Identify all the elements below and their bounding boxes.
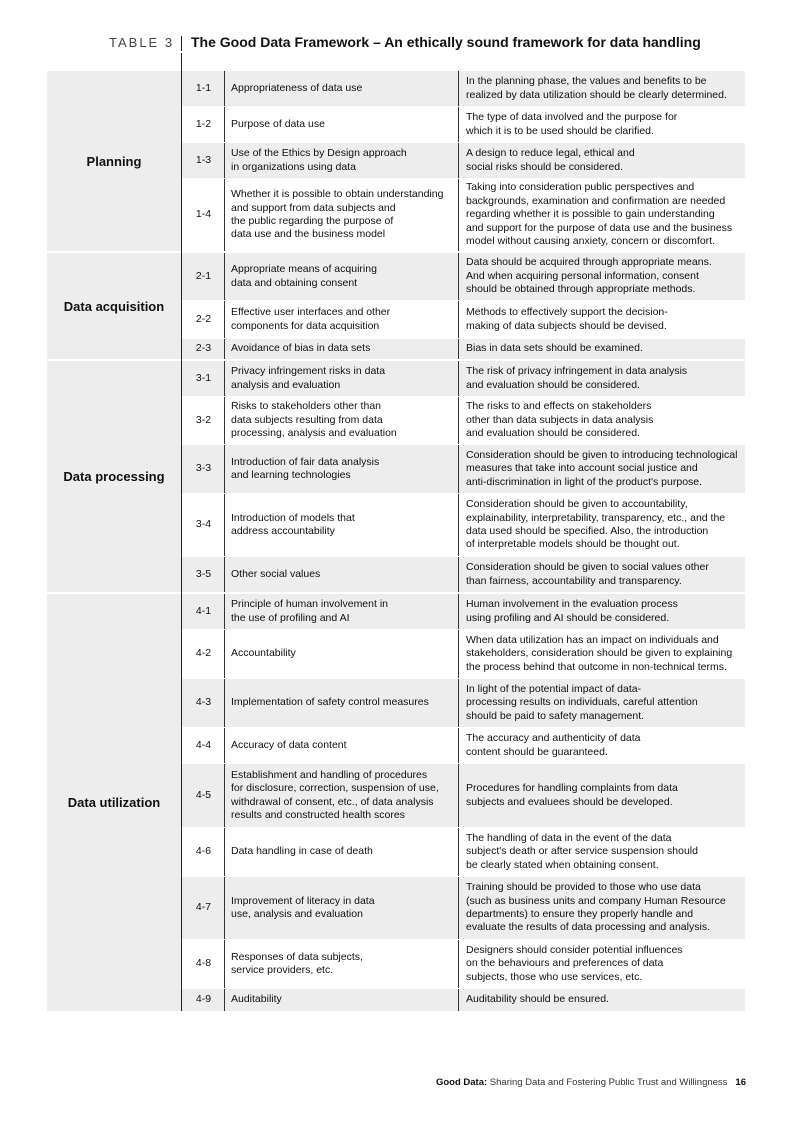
footer-subtitle: Sharing Data and Fostering Public Trust and Willingness: [487, 1077, 728, 1088]
table-header: [0, 33, 793, 53]
row-principle: Introduction of fair data analysis and learning technologies: [231, 455, 380, 481]
table-row: [182, 107, 745, 142]
row-description: Human involvement in the evaluation process using profiling and AI should be considered.: [466, 598, 678, 624]
group-data-acquisition: Data acquisition: [47, 253, 181, 359]
row-id: 4-1: [195, 604, 212, 617]
table-row: [182, 71, 745, 106]
row-description: Training should be provided to those who use data (such as business units and company Human Resource departments) to ensure they properly handle and evaluate the results of data processing and analysis.: [466, 881, 726, 934]
row-description: The type of data involved and the purpose for which it is to be used should be clarified.: [466, 111, 678, 137]
row-description: When data utilization has an impact on individuals and stakeholders, consideration should be given to explaining the process behind that outcome in non-technical terms.: [466, 633, 733, 673]
row-principle: Whether it is possible to obtain understanding and support from data subjects and the public regarding the purpose of data use and the business model: [231, 188, 444, 241]
row-id: 3-3: [195, 462, 212, 475]
row-principle: Other social values: [231, 567, 321, 580]
row-description: Consideration should be given to social values other than fairness, accountability and transparency.: [466, 561, 709, 587]
row-id: 3-2: [195, 413, 212, 426]
table-row: [182, 940, 745, 988]
row-id: 4-3: [195, 696, 212, 709]
table-row: [182, 557, 745, 592]
row-description: Consideration should be given to accountability, explainability, interpretability, transparency, etc., and the data used should be specified. Also, the introduction of interpretable models should be thought out.: [466, 498, 726, 551]
row-description: In the planning phase, the values and benefits to be realized by data utilization should be clearly determined.: [466, 75, 727, 101]
row-id: 2-3: [195, 342, 212, 355]
row-principle: Responses of data subjects, service providers, etc.: [231, 950, 363, 976]
group-data-processing: Data processing: [47, 361, 181, 592]
row-principle: Accountability: [231, 647, 296, 660]
table-row: [182, 445, 745, 493]
row-principle: Improvement of literacy in data use, analysis and evaluation: [231, 894, 375, 920]
page-number: 16: [735, 1077, 746, 1088]
table-label: TABLE 3: [109, 35, 175, 50]
table-row: [182, 253, 745, 300]
table-row: [182, 179, 745, 251]
row-principle: Appropriate means of acquiring data and obtaining consent: [231, 263, 377, 289]
table-row: [182, 361, 745, 396]
row-description: Data should be acquired through appropriate means. And when acquiring personal information, consent should be obtained through appropriate methods.: [466, 256, 712, 296]
row-principle: Appropriateness of data use: [231, 81, 363, 94]
table-row: [182, 630, 745, 678]
row-id: 4-5: [195, 788, 212, 801]
row-principle: Risks to stakeholders other than data subjects resulting from data processing, analysis and evaluation: [231, 400, 397, 440]
page-footer: [0, 1077, 746, 1088]
row-description: Designers should consider potential influences on the behaviours and preferences of data subjects, those who use services, etc.: [466, 943, 683, 983]
row-id: 4-7: [195, 901, 212, 914]
row-principle: Establishment and handling of procedures for disclosure, correction, suspension of use, withdrawal of consent, etc., of data analysis results and constructed health scores: [231, 768, 439, 821]
row-principle: Effective user interfaces and other components for data acquisition: [231, 306, 391, 332]
row-description: Procedures for handling complaints from data subjects and evaluees should be developed.: [466, 782, 678, 808]
table-row: [182, 397, 745, 444]
row-principle: Data handling in case of death: [231, 845, 373, 858]
row-principle: Accuracy of data content: [231, 738, 347, 751]
row-description: Methods to effectively support the decision- making of data subjects should be devised.: [466, 306, 668, 332]
row-id: 4-2: [195, 647, 212, 660]
row-id: 1-1: [195, 81, 212, 94]
table-row: [182, 143, 745, 178]
group-planning: Planning: [47, 71, 181, 251]
row-principle: Implementation of safety control measures: [231, 696, 429, 709]
table-row: [182, 989, 745, 1011]
row-id: 4-4: [195, 738, 212, 751]
table-row: [182, 301, 745, 338]
table-title: The Good Data Framework – An ethically sound framework for data handling: [191, 34, 701, 50]
table-row: [182, 877, 745, 939]
table-row: [182, 594, 745, 629]
row-principle: Use of the Ethics by Design approach in organizations using data: [231, 147, 407, 173]
row-id: 4-6: [195, 845, 212, 858]
row-id: 2-2: [195, 312, 212, 325]
row-principle: Purpose of data use: [231, 117, 325, 130]
row-description: The risks to and effects on stakeholders other than data subjects in data analysis and evaluation should be considered.: [466, 400, 654, 440]
row-id: 1-4: [195, 208, 212, 221]
row-id: 3-4: [195, 518, 212, 531]
row-description: The accuracy and authenticity of data content should be guaranteed.: [466, 732, 641, 758]
row-id: 4-9: [195, 993, 212, 1006]
table-row: [182, 828, 745, 876]
table-row: [182, 728, 745, 763]
row-principle: Auditability: [231, 993, 282, 1006]
row-description: Consideration should be given to introducing technological measures that take into account social justice and anti-discrimination in light of the product's purpose.: [466, 448, 738, 488]
row-id: 2-1: [195, 269, 212, 282]
row-principle: Introduction of models that address accountability: [231, 511, 355, 537]
group-data-utilization: Data utilization: [47, 594, 181, 1011]
row-principle: Avoidance of bias in data sets: [231, 342, 371, 355]
title-divider: [181, 36, 182, 51]
table-row: [182, 764, 745, 827]
row-id: 1-3: [195, 153, 212, 166]
row-id: 3-5: [195, 567, 212, 580]
footer-publication-title: Good Data:: [435, 1077, 488, 1088]
row-description: The handling of data in the event of the data subject's death or after service suspension should be clearly stated when obtaining consent.: [466, 831, 698, 871]
row-description: The risk of privacy infringement in data analysis and evaluation should be considered.: [466, 365, 688, 391]
row-description: A design to reduce legal, ethical and social risks should be considered.: [466, 147, 635, 173]
table-row: [182, 494, 745, 556]
row-id: 4-8: [195, 957, 212, 970]
row-description: Taking into consideration public perspectives and backgrounds, examination and confirmation are needed regarding whether it is possible to gain understanding and support for the purpose of data use and the business model without causing anxiety, concern or discomfort.: [466, 181, 733, 248]
table-row: [182, 339, 745, 359]
row-id: 1-2: [195, 117, 212, 130]
row-principle: Privacy infringement risks in data analysis and evaluation: [231, 365, 386, 391]
row-id: 3-1: [195, 371, 212, 384]
row-principle: Principle of human involvement in the use of profiling and AI: [231, 598, 388, 624]
row-description: Auditability should be ensured.: [466, 993, 610, 1006]
row-description: Bias in data sets should be examined.: [466, 342, 643, 355]
row-description: In light of the potential impact of data- processing results on individuals, careful attention should be paid to safety management.: [466, 682, 698, 722]
table-row: [182, 679, 745, 727]
